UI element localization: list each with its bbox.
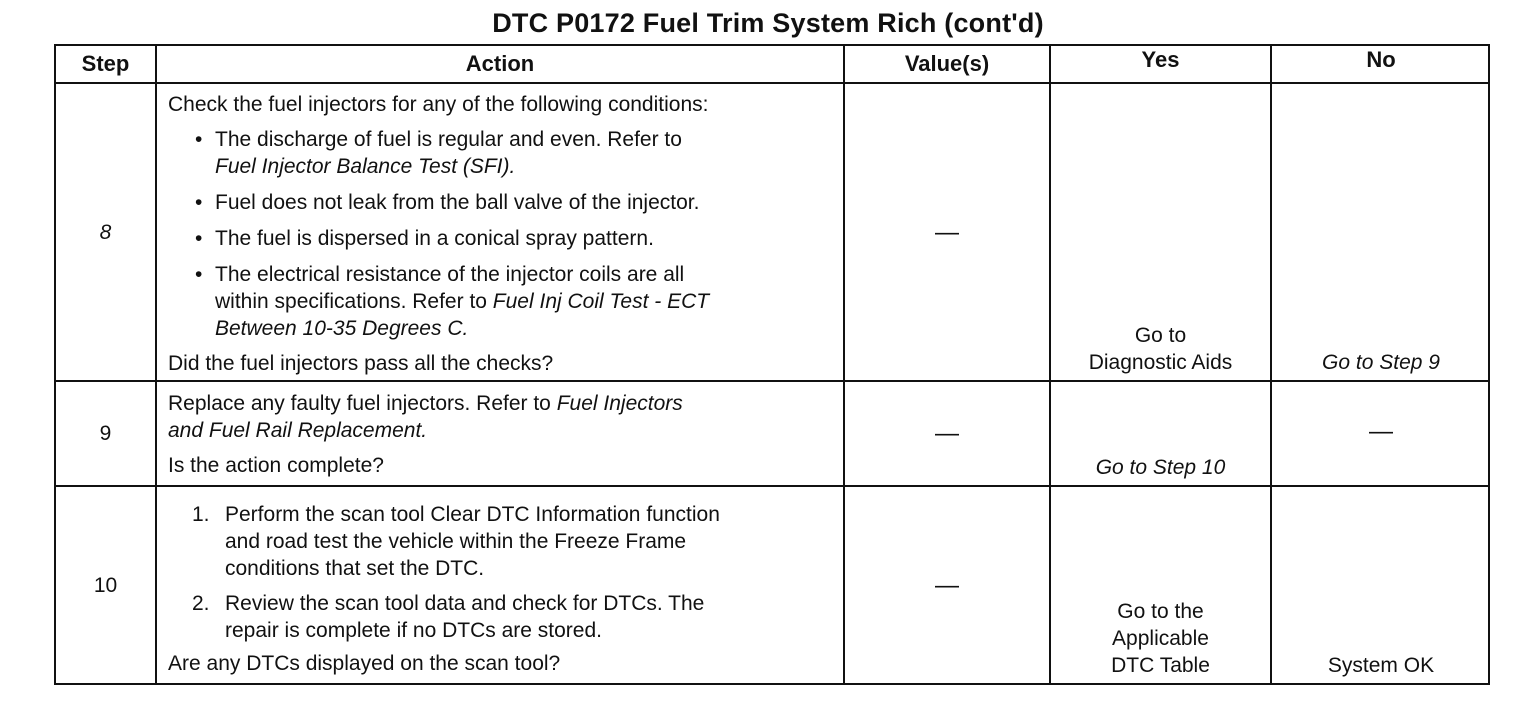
row-9-yes (1051, 382, 1270, 481)
row-10-yes-line3: DTC Table (1111, 654, 1210, 677)
row-10-question: Are any DTCs displayed on the scan tool? (168, 652, 561, 675)
row-10-item-1-line3: conditions that set the DTC. (225, 557, 485, 580)
row-10-yes-line2: Applicable (1112, 627, 1209, 650)
row-9-question: Is the action complete? (168, 454, 384, 477)
row-8-bullet-4-ref-b: Between 10-35 Degrees C. (215, 317, 469, 340)
row-10-item-2-line2: repair is complete if no DTCs are stored. (225, 619, 602, 642)
row-10-no (1272, 487, 1490, 679)
diagnostic-table (54, 44, 1490, 685)
row-10-item-2 (168, 590, 838, 644)
row-10-item-1-number: 1. (192, 503, 210, 526)
row-8-action (168, 91, 838, 377)
row-8-bullet-1 (168, 126, 838, 180)
row-9-line2-ref: and Fuel Rail Replacement. (168, 419, 428, 442)
row-8-bullet-2-text: Fuel does not leak from the ball valve of the injector. (215, 191, 700, 214)
row-8-bullet-4 (168, 261, 838, 342)
row-10-yes-line1: Go to the (1117, 600, 1204, 623)
row-10-item-1-line1: Perform the scan tool Clear DTC Information function (225, 503, 720, 526)
row-10-item-1 (168, 501, 838, 582)
row-8-question: Did the fuel injectors pass all the checks? (168, 352, 554, 375)
row-8-yes-line1: Go to (1134, 324, 1187, 347)
row-8-bullet-4-ref-a: Fuel Inj Coil Test - ECT (492, 290, 710, 313)
row-8-bullet-1-ref: Fuel Injector Balance Test (SFI). (215, 155, 516, 178)
row-8-no-text: Go to Step 9 (1322, 351, 1440, 374)
row-9-line2 (168, 417, 838, 444)
row-10-step: 10 (93, 573, 118, 597)
row-8-yes (1051, 84, 1270, 376)
row-10-item-2-line1: Review the scan tool data and check for DTCs. The (225, 592, 705, 615)
row-8-bullet-4-line2: within specifications. Refer to (215, 290, 493, 313)
column-divider (155, 46, 157, 683)
header-action: Action (465, 51, 535, 76)
row-9-action (168, 390, 838, 479)
page-title: DTC P0172 Fuel Trim System Rich (cont'd) (492, 8, 1044, 38)
row-9-line1 (168, 390, 838, 417)
row-8-step: 8 (99, 220, 112, 244)
row-8-value: — (935, 218, 959, 246)
row-8-intro: Check the fuel injectors for any of the following conditions: (168, 93, 709, 116)
row-9-line1-text: Replace any faulty fuel injectors. Refer to (168, 392, 557, 415)
row-10-yes (1051, 487, 1270, 679)
row-9-value: — (935, 420, 959, 447)
row-9-yes-text: Go to Step 10 (1095, 456, 1226, 479)
row-10-item-2-number: 2. (192, 592, 210, 615)
header-values: Value(s) (904, 51, 990, 76)
row-8-bullet-2 (168, 189, 838, 216)
row-8-bullet-3 (168, 225, 838, 252)
row-10-no-text: System OK (1327, 654, 1435, 677)
row-8-no (1272, 84, 1490, 376)
row-10-action (168, 501, 838, 677)
header-no: No (1366, 47, 1396, 72)
row-8-bullet-4-line1: The electrical resistance of the injector coils are all (215, 263, 685, 286)
row-8-yes-line2: Diagnostic Aids (1088, 351, 1233, 374)
row-8-bullet-1-text: The discharge of fuel is regular and even. Refer to (215, 128, 682, 151)
row-9-line1-ref: Fuel Injectors (556, 392, 683, 415)
row-10-item-1-line2: and road test the vehicle within the Freeze Frame (225, 530, 687, 553)
row-8-bullet-3-text: The fuel is dispersed in a conical spray pattern. (215, 227, 654, 250)
header-step: Step (81, 51, 130, 76)
row-9-step: 9 (99, 422, 112, 445)
row-10-value: — (935, 571, 959, 599)
header-yes: Yes (1141, 47, 1180, 72)
row-9-no: — (1369, 417, 1393, 445)
